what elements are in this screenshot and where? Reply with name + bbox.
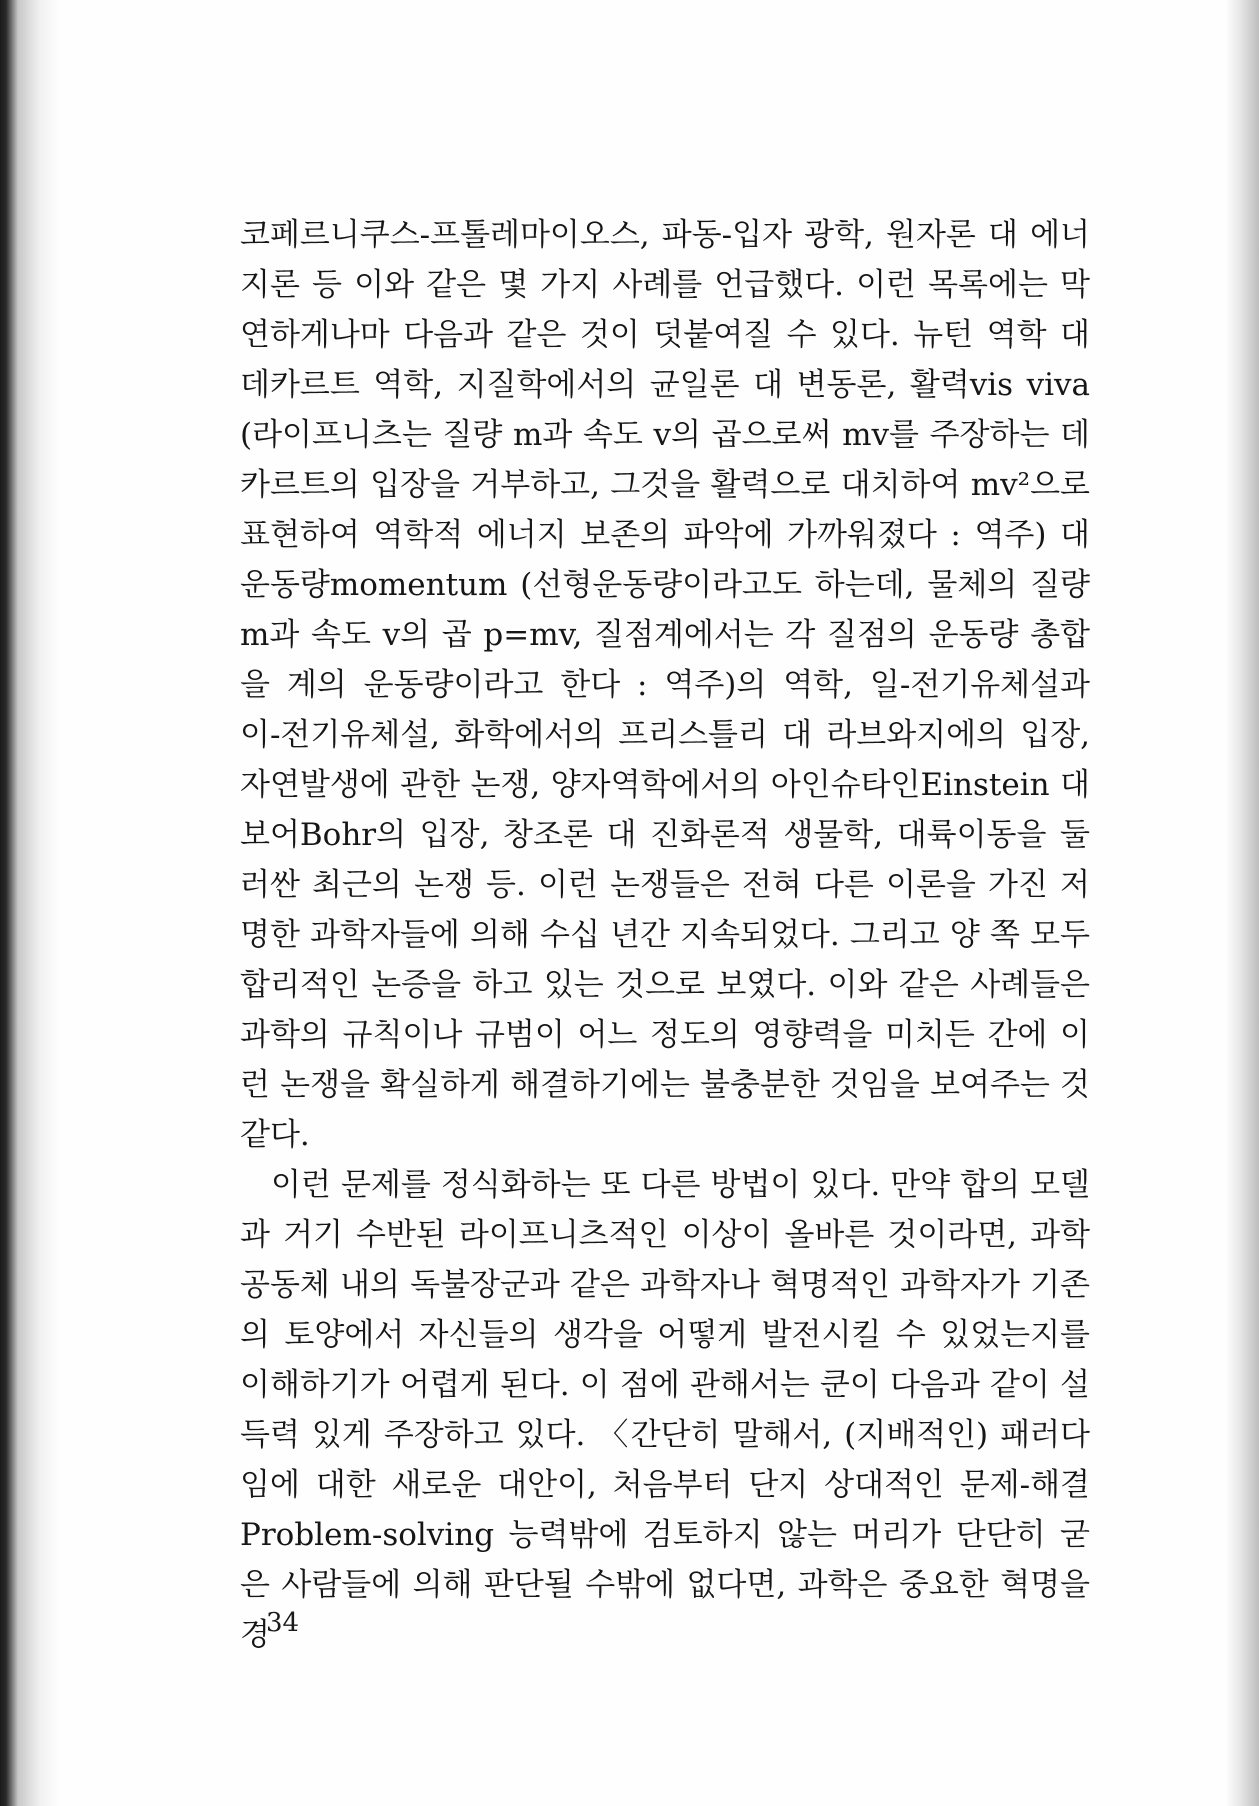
paragraph-2: 이런 문제를 정식화하는 또 다른 방법이 있다. 만약 합의 모델과 거기 수반된 라이프니츠적인 이상이 올바른 것이라면, 과학 공동체 내의 독불장군과 같은 과학자나 혁명적인 과학자가 기존의 토양에서 자신들의 생각을 어떻게 발전시킬 수 있었는지를 이해하기가 어렵게 된다. 이 점에 관해서는 쿤이 다음과 같이 설득력 있게 주장하고 있다. 〈간단히 말해서, (지배적인) 패러다임에 대한 새로운 대안이, 처음부터 단지 상대적인 문제-해결Problem-solving 능력밖에 검토하지 않는 머리가 단단히 굳은 사람들에 의해 판단될 수밖에 없다면, 과학은 중요한 혁명을 경: [240, 1167, 1090, 1653]
book-spine-shadow: [0, 0, 60, 1806]
page-number: 34: [266, 1608, 300, 1638]
paragraph-1: 코페르니쿠스-프톨레마이오스, 파동-입자 광학, 원자론 대 에너지론 등 이와 같은 몇 가지 사례를 언급했다. 이런 목록에는 막연하게나마 다음과 같은 것이 덧붙여질 수 있다. 뉴턴 역학 대 데카르트 역학, 지질학에서의 균일론 대 변동론, 활력vis viva (라이프니츠는 질량 m과 속도 v의 곱으로써 mv를 주장하는 데카르트의 입장을 거부하고, 그것을 활력으로 대치하여 mv²으로 표현하여 역학적 에너지 보존의 파악에 가까워졌다 : 역주) 대 운동량momentum (선형운동량이라고도 하는데, 물체의 질량 m과 속도 v의 곱 p=mv, 질점계에서는 각 질점의 운동량 총합을 계의 운동량이라고 한다 : 역주)의 역학, 일-전기유체설과 이-전기유체설, 화학에서의 프리스틀리 대 라브와지에의 입장, 자연발생에 관한 논쟁, 양자역학에서의 아인슈타인Einstein 대 보어Bohr의 입장, 창조론 대 진화론적 생물학, 대륙이동을 둘러싼 최근의 논쟁 등. 이런 논쟁들은 전혀 다른 이론을 가진 저명한 과학자들에 의해 수십 년간 지속되었다. 그리고 양 쪽 모두 합리적인 논증을 하고 있는 것으로 보였다. 이와 같은 사례들은 과학의 규칙이나 규범이 어느 정도의 영향력을 미치든 간에 이런 논쟁을 확실하게 해결하기에는 불충분한 것임을 보여주는 것 같다.: [240, 217, 1090, 1153]
page-edge-shadow: [1225, 0, 1259, 1806]
body-text: [240, 210, 1090, 1660]
